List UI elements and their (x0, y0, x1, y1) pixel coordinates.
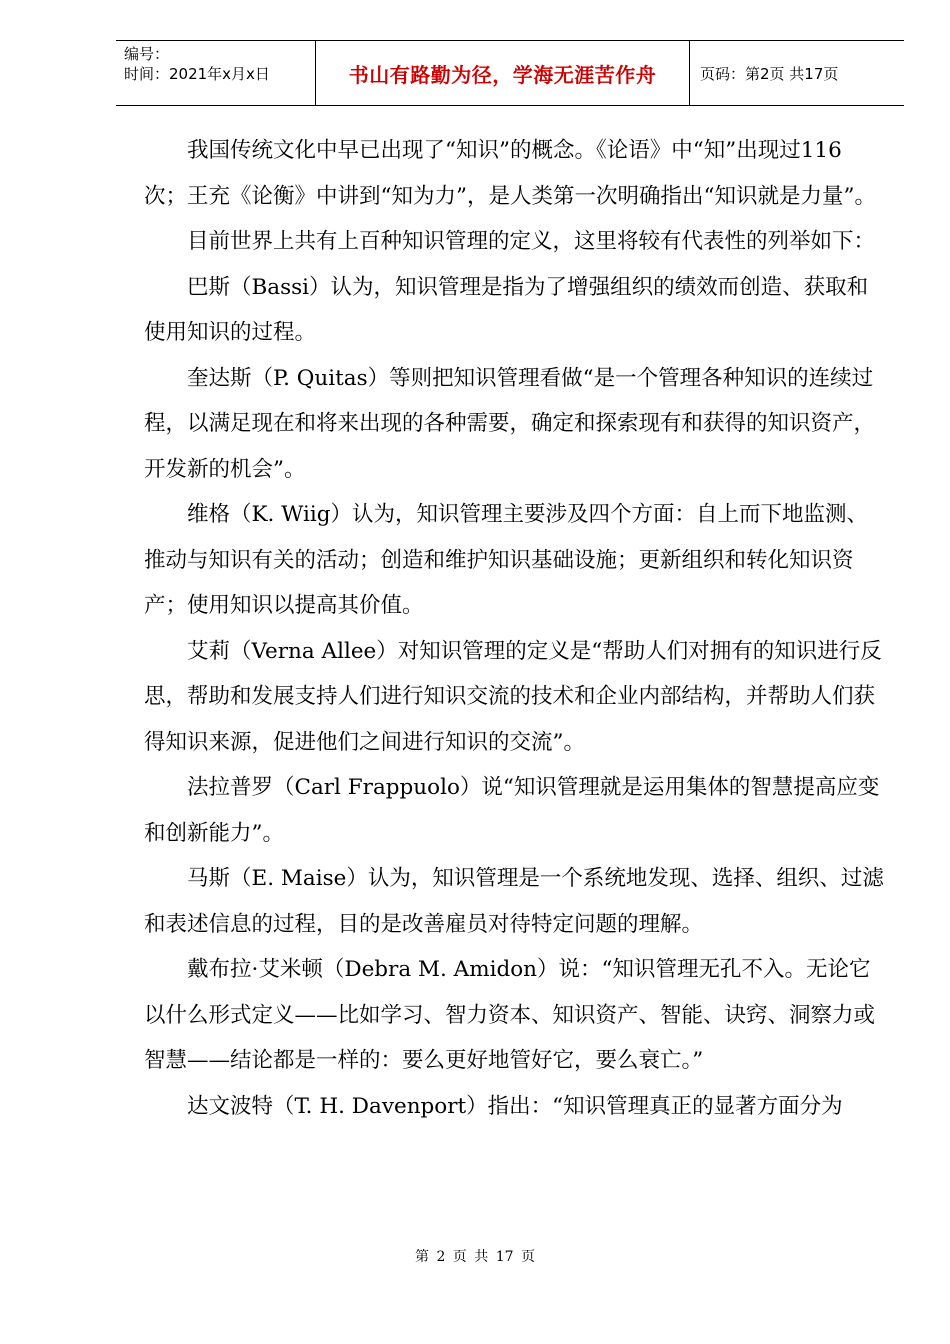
header-page-info: 页码：第2页 共17页 (700, 64, 839, 83)
document-body (144, 128, 884, 1129)
paragraph: 法拉普罗（Carl Frappuolo）说“知识管理就是运用集体的智慧提高应变和创新能力”。 (144, 775, 880, 846)
paragraph: 我国传统文化中早已出现了“知识”的概念。《论语》中“知”出现过116次；王充《论衡》中讲到“知为力”，是人类第一次明确指出“知识就是力量”。 (144, 138, 876, 209)
header-motto: 书山有路勤为径，学海无涯苦作舟 (316, 41, 690, 105)
time-label: 时间：2021年x月x日 (124, 65, 270, 83)
page-header (116, 40, 904, 106)
page-footer: 第 2 页 共 17 页 (415, 1249, 535, 1265)
paragraph: 巴斯（Bassi）认为，知识管理是指为了增强组织的绩效而创造、获取和使用知识的过程。 (144, 274, 869, 345)
paragraph: 戴布拉·艾米顿（Debra M. Amidon）说：“知识管理无孔不入。无论它以什么形式定义——比如学习、智力资本、知识资产、智能、诀窍、洞察力或智慧——结论都是一样的：要么更好地管好它，要么衰亡。” (144, 957, 876, 1073)
paragraph: 奎达斯（P. Quitas）等则把知识管理看做“是一个管理各种知识的连续过程，以满足现在和将来出现的各种需要，确定和探索现有和获得的知识资产，开发新的机会”。 (144, 365, 876, 482)
paragraph: 马斯（E. Maise）认为，知识管理是一个系统地发现、选择、组织、过滤和表述信息的过程，目的是改善雇员对待特定问题的理解。 (144, 866, 884, 937)
paragraph: 维格（K. Wiig）认为，知识管理主要涉及四个方面：自上而下地监测、推动与知识有关的活动；创造和维护知识基础设施；更新组织和转化知识资产；使用知识以提高其价值。 (144, 502, 868, 618)
paragraph: 艾莉（Verna Allee）对知识管理的定义是“帮助人们对拥有的知识进行反思，帮助和发展支持人们进行知识交流的技术和企业内部结构，并帮助人们获得知识来源，促进他们之间进行知识的交流”。 (144, 638, 882, 755)
paragraph: 达文波特（T. H. Davenport）指出：“知识管理真正的显著方面分为 (187, 1093, 843, 1119)
paragraph: 目前世界上共有上百种知识管理的定义，这里将较有代表性的列举如下： (187, 229, 876, 254)
header-meta (116, 41, 316, 105)
doc-number-label: 编号： (124, 45, 170, 63)
